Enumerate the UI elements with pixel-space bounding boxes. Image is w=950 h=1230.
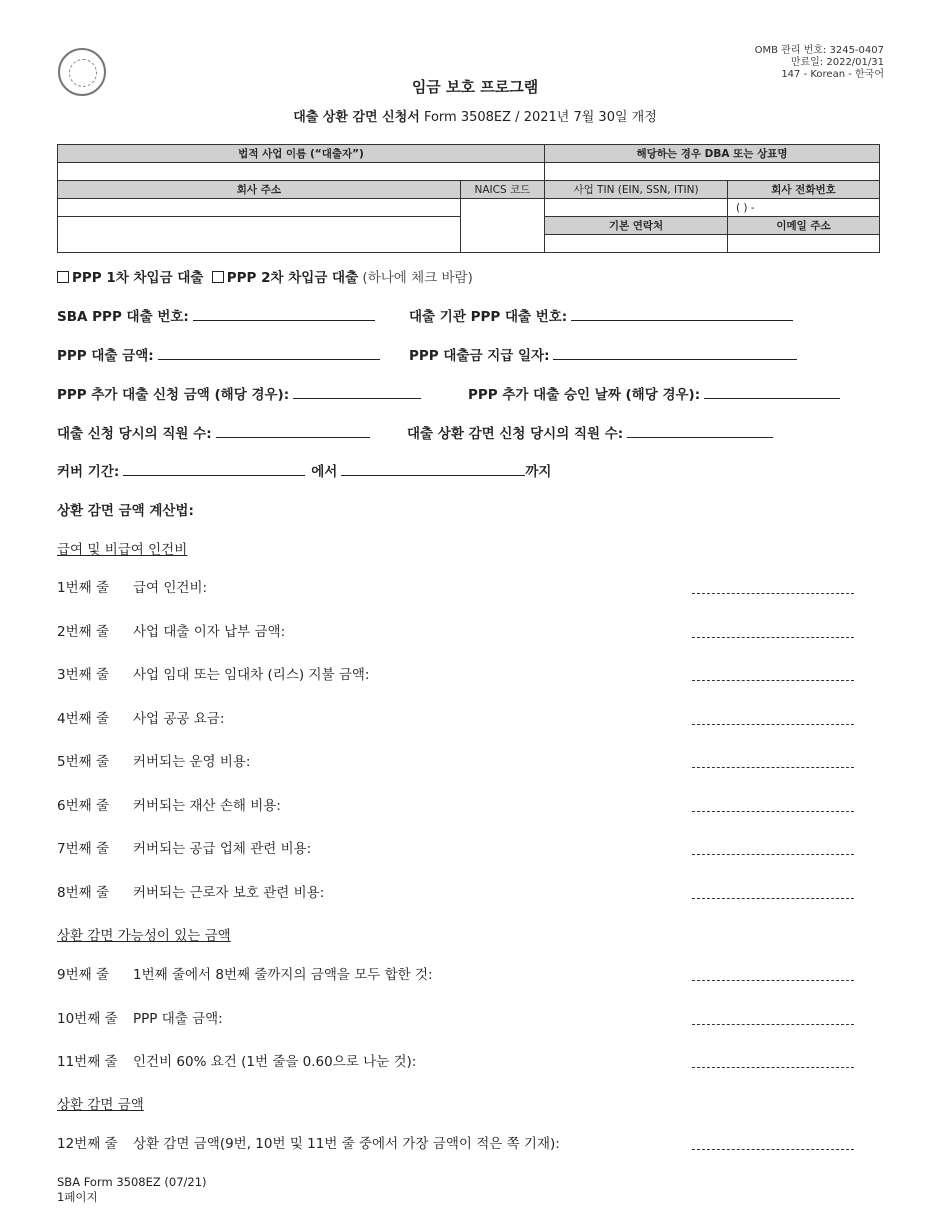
line-number: 5번째 줄 [57, 754, 110, 770]
line-number: 4번째 줄 [57, 711, 110, 727]
line-label: PPP 대출 금액: [133, 1011, 223, 1027]
increase-amount-input[interactable] [293, 385, 421, 399]
line-2-input[interactable] [692, 636, 854, 638]
employees-forgiveness-field [407, 422, 773, 442]
address-input-1[interactable] [58, 199, 461, 217]
line-label: 사업 임대 또는 임대차 (리스) 지불 금액: [133, 667, 370, 683]
line-number: 8번째 줄 [57, 885, 110, 901]
employees-application-input[interactable] [216, 424, 370, 438]
line-7 [57, 837, 311, 857]
line-number: 2번째 줄 [57, 624, 110, 640]
phone-input[interactable]: ( ) - [728, 199, 880, 217]
line-number: 12번째 줄 [57, 1136, 118, 1152]
language-code: 147 - Korean - 한국어 [781, 69, 884, 80]
line-1 [57, 576, 207, 596]
tin-input[interactable] [545, 199, 728, 217]
line-9-input[interactable] [692, 979, 854, 981]
loan-amount-input[interactable] [158, 346, 380, 360]
section-forgiveness: 상환 감면 금액 [57, 1097, 144, 1113]
page-title: 임금 보호 프로그램 [411, 78, 539, 96]
employees-forgiveness-input[interactable] [627, 424, 773, 438]
omb-number: OMB 관리 번호: 3245-0407 [754, 45, 884, 56]
line-6-input[interactable] [692, 810, 854, 812]
covered-period-start-input[interactable] [123, 462, 305, 476]
first-draw-label: PPP 1차 차입금 대출 [72, 270, 204, 286]
line-3-input[interactable] [692, 679, 854, 681]
line-number: 9번째 줄 [57, 967, 110, 983]
covered-period-label: 커버 기간: [57, 464, 120, 480]
disbursement-date-field [409, 344, 797, 364]
loan-type-checkboxes [57, 266, 473, 286]
increase-amount-field [57, 383, 421, 403]
legal-name-input[interactable] [58, 163, 545, 181]
sba-loan-number-field [57, 305, 375, 325]
covered-period-field [57, 460, 551, 480]
borrower-info-table [57, 144, 880, 253]
page-subtitle [0, 106, 950, 125]
line-label: 커버되는 공급 업체 관련 비용: [133, 841, 312, 857]
tin-label: 사업 TIN (EIN, SSN, ITIN) [545, 181, 728, 199]
page-number: 1페이지 [57, 1190, 98, 1204]
email-input[interactable] [728, 235, 880, 253]
increase-date-label: PPP 추가 대출 승인 날짜 (해당 경우): [468, 387, 701, 403]
line-number: 7번째 줄 [57, 841, 110, 857]
line-8-input[interactable] [692, 897, 854, 899]
checkbox-hint: (하나에 체크 바람) [358, 270, 473, 286]
line-11-input[interactable] [692, 1066, 854, 1068]
covered-period-to: 까지 [525, 464, 552, 480]
sba-loan-number-label: SBA PPP 대출 번호: [57, 309, 189, 325]
phone-label: 회사 전화번호 [728, 181, 880, 199]
dba-input[interactable] [545, 163, 880, 181]
line-4-input[interactable] [692, 723, 854, 725]
employees-application-label: 대출 신청 당시의 직원 수: [57, 426, 212, 442]
naics-input[interactable] [460, 199, 544, 253]
legal-name-label: 법적 사업 이름 (“대출자”) [58, 145, 545, 163]
line-number: 3번째 줄 [57, 667, 110, 683]
address-input-2[interactable] [58, 217, 461, 253]
line-12-input[interactable] [692, 1148, 854, 1150]
calc-title-text: 상환 감면 금액 계산법: [57, 503, 194, 519]
naics-label: NAICS 코드 [460, 181, 544, 199]
line-label: 커버되는 근로자 보호 관련 비용: [133, 885, 325, 901]
dba-label: 해당하는 경우 DBA 또는 상표명 [545, 145, 880, 163]
second-draw-label: PPP 2차 차입금 대출 [226, 270, 359, 286]
expiration-date: 만료일: 2022/01/31 [790, 57, 884, 68]
line-10 [57, 1007, 223, 1027]
page-footer [57, 1175, 207, 1205]
line-9 [57, 963, 433, 983]
first-draw-checkbox[interactable] [57, 271, 69, 283]
line-label: 사업 공공 요금: [133, 711, 225, 727]
loan-amount-field [57, 344, 380, 364]
line-5 [57, 750, 250, 770]
line-label: 상환 감면 금액(9번, 10번 및 11번 줄 중에서 가장 금액이 적은 쪽 기재): [133, 1136, 560, 1152]
section-potential: 상환 감면 가능성이 있는 금액 [57, 928, 231, 944]
line-1-input[interactable] [692, 592, 854, 594]
employees-forgiveness-label: 대출 상환 감면 신청 당시의 직원 수: [407, 426, 624, 442]
employees-application-field [57, 422, 370, 442]
line-label: 커버되는 재산 손해 비용: [133, 798, 281, 814]
subtitle-rest: Form 3508EZ / 2021년 7월 30일 개정 [419, 110, 657, 125]
loan-amount-label: PPP 대출 금액: [57, 348, 154, 364]
lender-loan-number-field [409, 305, 793, 325]
line-11 [57, 1050, 416, 1070]
line-number: 6번째 줄 [57, 798, 110, 814]
section-payroll: 급여 및 비급여 인건비 [57, 542, 188, 558]
form-number: SBA Form 3508EZ (07/21) [57, 1175, 207, 1189]
line-3 [57, 663, 369, 683]
sba-loan-number-input[interactable] [193, 307, 375, 321]
contact-label: 기본 연락처 [545, 217, 728, 235]
contact-input[interactable] [545, 235, 728, 253]
subtitle-bold: 대출 상환 감면 신청서 [293, 110, 420, 125]
disbursement-date-label: PPP 대출금 지급 일자: [409, 348, 550, 364]
increase-amount-label: PPP 추가 대출 신청 금액 (해당 경우): [57, 387, 290, 403]
line-10-input[interactable] [692, 1023, 854, 1025]
covered-period-end-input[interactable] [341, 462, 525, 476]
line-6 [57, 794, 281, 814]
second-draw-checkbox[interactable] [212, 271, 224, 283]
line-2 [57, 620, 285, 640]
line-12 [57, 1132, 560, 1152]
line-label: 사업 대출 이자 납부 금액: [133, 624, 286, 640]
disbursement-date-input[interactable] [553, 346, 797, 360]
increase-date-field [468, 383, 840, 403]
address-label: 회사 주소 [58, 181, 461, 199]
line-number: 10번째 줄 [57, 1011, 118, 1027]
line-label: 급여 인건비: [133, 580, 208, 596]
line-label: 인건비 60% 요건 (1번 줄을 0.60으로 나눈 것): [133, 1054, 417, 1070]
increase-date-input[interactable] [704, 385, 840, 399]
lender-loan-number-label: 대출 기관 PPP 대출 번호: [409, 309, 568, 325]
line-number: 11번째 줄 [57, 1054, 118, 1070]
line-label: 1번째 줄에서 8번째 줄까지의 금액을 모두 합한 것: [133, 967, 433, 983]
line-8 [57, 881, 324, 901]
line-label: 커버되는 운영 비용: [133, 754, 251, 770]
line-5-input[interactable] [692, 766, 854, 768]
lender-loan-number-input[interactable] [571, 307, 793, 321]
line-7-input[interactable] [692, 853, 854, 855]
calc-title [57, 499, 194, 519]
covered-period-from: 에서 [311, 464, 338, 480]
email-label: 이메일 주소 [728, 217, 880, 235]
line-4 [57, 707, 224, 727]
line-number: 1번째 줄 [57, 580, 110, 596]
